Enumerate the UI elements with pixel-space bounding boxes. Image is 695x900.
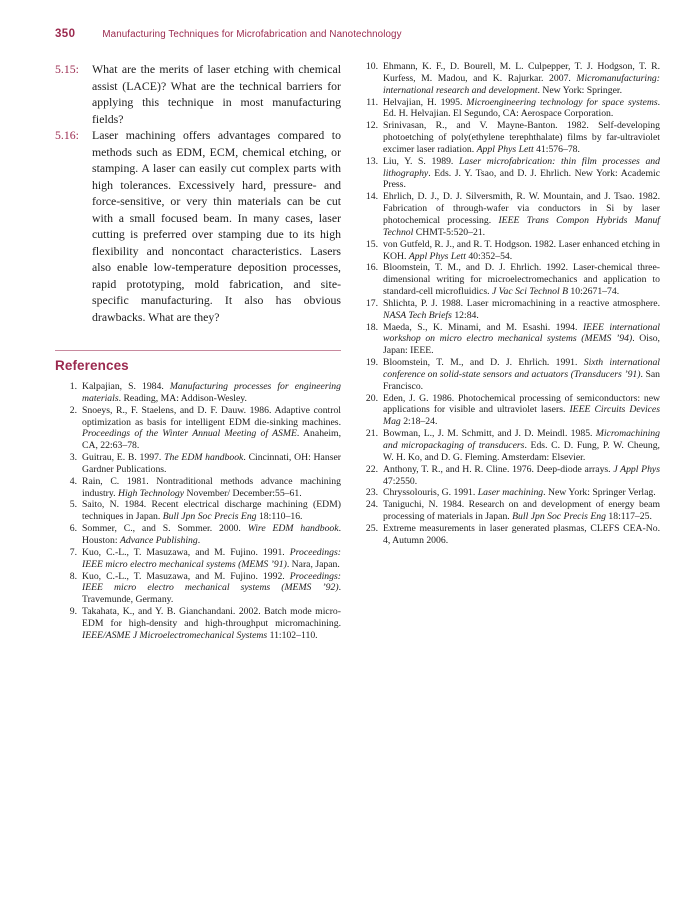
reference-number: 17. [365, 297, 378, 309]
question-number: 5.15: [55, 62, 79, 76]
reference-text: Srinivasan, R., and V. Mayne-Banton. 1982. Self-developing photoetching of poly(ethylene terephthalate) films by far-ultraviolet excimer laser radiation. Appl Phys Lett 41:576–78. [383, 120, 660, 155]
reference-text: Eden, J. G. 1986. Photochemical processing of semiconductors: new applications for visible and ultraviolet lasers. IEEE Circuits Devices Mag 2:18–24. [383, 392, 661, 428]
reference-item [358, 120, 660, 156]
reference-number: 16. [365, 262, 378, 274]
reference-item [358, 97, 660, 121]
reference-text: Kalpajian, S. 1984. Manufacturing processes for engineering materials. Reading, MA: Addison-Wesley. [82, 381, 341, 404]
reference-number: 20. [365, 392, 378, 404]
references-list-right [358, 61, 660, 547]
reference-text: Kuo, C.-L., T. Masuzawa, and M. Fujino. 1992. Proceedings: IEEE micro electro mechanical systems (MEMS ’92). Travemunde, Germany. [82, 570, 341, 606]
reference-item [55, 452, 341, 476]
reference-text: Bowman, L., J. M. Schmitt, and J. D. Meindl. 1985. Micromachining and micropackaging of transducers. Eds. C. D. Fung, P. W. Cheung, W. H. Ko, and D. G. Fleming. Amsterdam: Elsevier. [383, 428, 660, 463]
reference-text: Sommer, C., and S. Sommer. 2000. Wire EDM handbook. Houston: Advance Publishing. [82, 523, 341, 546]
reference-item [55, 405, 341, 452]
reference-number: 10. [365, 61, 378, 72]
running-head: Manufacturing Techniques for Microfabrication and Nanotechnology [102, 29, 402, 40]
reference-item [358, 61, 660, 97]
reference-item [358, 262, 660, 298]
question-number: 5.16: [55, 128, 79, 142]
reference-item [358, 298, 660, 322]
reference-item [358, 464, 660, 488]
reference-text: Extreme measurements in laser generated plasmas, CLEFS CEA-No. 4, Autumn 2006. [383, 522, 660, 546]
question-item [55, 61, 341, 127]
reference-number: 14. [365, 191, 378, 203]
reference-item [358, 239, 660, 263]
reference-number: 22. [365, 463, 378, 475]
questions-list [55, 61, 341, 325]
reference-text: Bloomstein, T. M., and D. J. Ehrlich. 1991. Sixth international conference on solid-state sensors and actuators (Transducers ’91). San Francisco. [383, 357, 661, 392]
reference-number: 6. [69, 523, 77, 535]
reference-text: Snoeys, R., F. Staelens, and D. F. Dauw. 1986. Adaptive control optimization as basis for intelligent EDM die-sinking machines. Proceedings of the Winter Annual Meeting of ASME. Anaheim, CA, 22:63–78. [82, 404, 341, 452]
reference-number: 11. [366, 96, 378, 108]
reference-item [55, 571, 341, 607]
reference-text: Bloomstein, T. M., and D. J. Ehrlich. 1992. Laser-chemical three-dimensional writing for microelectromechanics and application to standard-cell microfluidics. J Vac Sci Technol B 10:2671–74. [383, 262, 660, 298]
reference-text: Chryssolouris, G. 1991. Laser machining. New York: Springer Verlag. [383, 487, 656, 499]
reference-text: Shlichta, P. J. 1988. Laser micromachining in a reactive atmosphere. NASA Tech Briefs 12:84. [383, 297, 660, 321]
reference-item [55, 499, 341, 523]
page-number: 350 [55, 28, 76, 40]
reference-number: 9. [69, 606, 77, 618]
reference-number: 24. [365, 499, 378, 511]
reference-item [55, 523, 341, 547]
references-heading: References [55, 358, 129, 373]
references-divider [55, 350, 341, 351]
reference-text: Maeda, S., K. Minami, and M. Esashi. 1994. IEEE international workshop on micro electro mechanical systems (MEMS ’94). Oiso, Japan: IEEE. [383, 321, 660, 357]
reference-number: 7. [69, 546, 77, 558]
reference-number: 19. [365, 357, 378, 369]
page-header [55, 28, 655, 40]
reference-number: 15. [365, 238, 378, 250]
reference-text: Anthony, T. R., and H. R. Cline. 1976. Deep-diode arrays. J Appl Phys 47:2550. [383, 463, 660, 487]
reference-number: 23. [365, 487, 378, 499]
reference-text: Liu, Y. S. 1989. Laser microfabrication: thin film processes and lithography. Eds. J. Y. Tsao, and D. J. Ehrlich. New York: Academic Press. [383, 155, 660, 191]
question-text: What are the merits of laser etching with chemical assist (LACE)? What are the technical barriers for applying this technique in most manufacturing fields? [92, 62, 341, 126]
reference-item [55, 381, 341, 405]
reference-item [358, 487, 660, 499]
reference-item [55, 547, 341, 571]
reference-number: 2. [69, 404, 77, 416]
left-column [55, 61, 341, 642]
reference-text: Taniguchi, N. 1984. Research on and development of energy beam processing of materials in Japan. Bull Jpn Soc Precis Eng 18:117–25. [383, 499, 660, 523]
reference-item [55, 476, 341, 500]
reference-number: 3. [69, 452, 77, 464]
reference-number: 5. [69, 499, 77, 511]
reference-number: 8. [69, 570, 77, 582]
references-list-left [55, 381, 341, 642]
reference-text: von Gutfeld, R. J., and R. T. Hodgson. 1982. Laser enhanced etching in KOH. Appl Phys Lett 40:352–54. [383, 238, 660, 262]
reference-number: 1. [69, 381, 77, 392]
reference-text: Saito, N. 1984. Recent electrical discharge machining (EDM) techniques in Japan. Bull Jpn Soc Precis Eng 18:110–16. [82, 499, 341, 523]
question-item [55, 127, 341, 325]
reference-item [358, 393, 660, 429]
reference-text: Guitrau, E. B. 1997. The EDM handbook. Cincinnati, OH: Hanser Gardner Publications. [82, 452, 341, 475]
reference-text: Ehmann, K. F., D. Bourell, M. L. Culpepper, T. J. Hodgson, T. R. Kurfess, M. Madou, and K. Rajurkar. 2007. Micromanufacturing: international research and development. New York: Springer. [383, 61, 660, 96]
reference-item [358, 322, 660, 358]
reference-number: 21. [365, 428, 378, 440]
right-column [358, 61, 660, 547]
reference-text: Ehrlich, D. J., D. J. Silversmith, R. W. Mountain, and J. Tsao. 1982. Fabrication of through-wafer via conductors in Si by laser photochemical processing. IEEE Trans Compon Hybrids Manuf Technol CHMT-5:520–21. [383, 191, 660, 238]
reference-number: 25. [365, 522, 378, 534]
reference-item [358, 523, 660, 547]
reference-number: 4. [69, 475, 77, 487]
reference-text: Helvajian, H. 1995. Microengineering technology for space systems. Ed. H. Helvajian. El Segundo, CA: Aerospace Corporation. [383, 96, 661, 120]
reference-text: Takahata, K., and Y. B. Gianchandani. 2002. Batch mode micro-EDM for high-density and high-throughput micromachining. IEEE/ASME J Microelectromechanical Systems 11:102–110. [82, 606, 341, 641]
reference-text: Rain, C. 1981. Nontraditional methods advance machining industry. High Technology November/ December:55–61. [82, 475, 341, 499]
reference-text: Kuo, C.-L., T. Masuzawa, and M. Fujino. 1991. Proceedings: IEEE micro electro mechanical systems (MEMS ’91). Nara, Japan. [82, 546, 341, 570]
reference-item [55, 606, 341, 642]
reference-item [358, 357, 660, 393]
reference-number: 12. [365, 120, 378, 132]
reference-item [358, 499, 660, 523]
reference-number: 13. [365, 155, 378, 167]
question-text: Laser machining offers advantages compared to methods such as EDM, ECM, chemical etching, or stamping. A laser can easily cut complex parts with high tolerances. Excessively hard, pressure- and force-sensitive, or very thin materials can be cut with a small focused beam. In many cases, laser cutting is preferred over stamping due to its high flexibility and noncontact characteristics. Lasers also enable low-temperature deposition processes, rapid prototyping, mold fabrication, and site-specific manufacturing. It also has obvious drawbacks. What are they? [92, 128, 341, 324]
reference-item [358, 191, 660, 238]
reference-number: 18. [365, 321, 378, 333]
reference-item [358, 156, 660, 192]
reference-item [358, 428, 660, 464]
